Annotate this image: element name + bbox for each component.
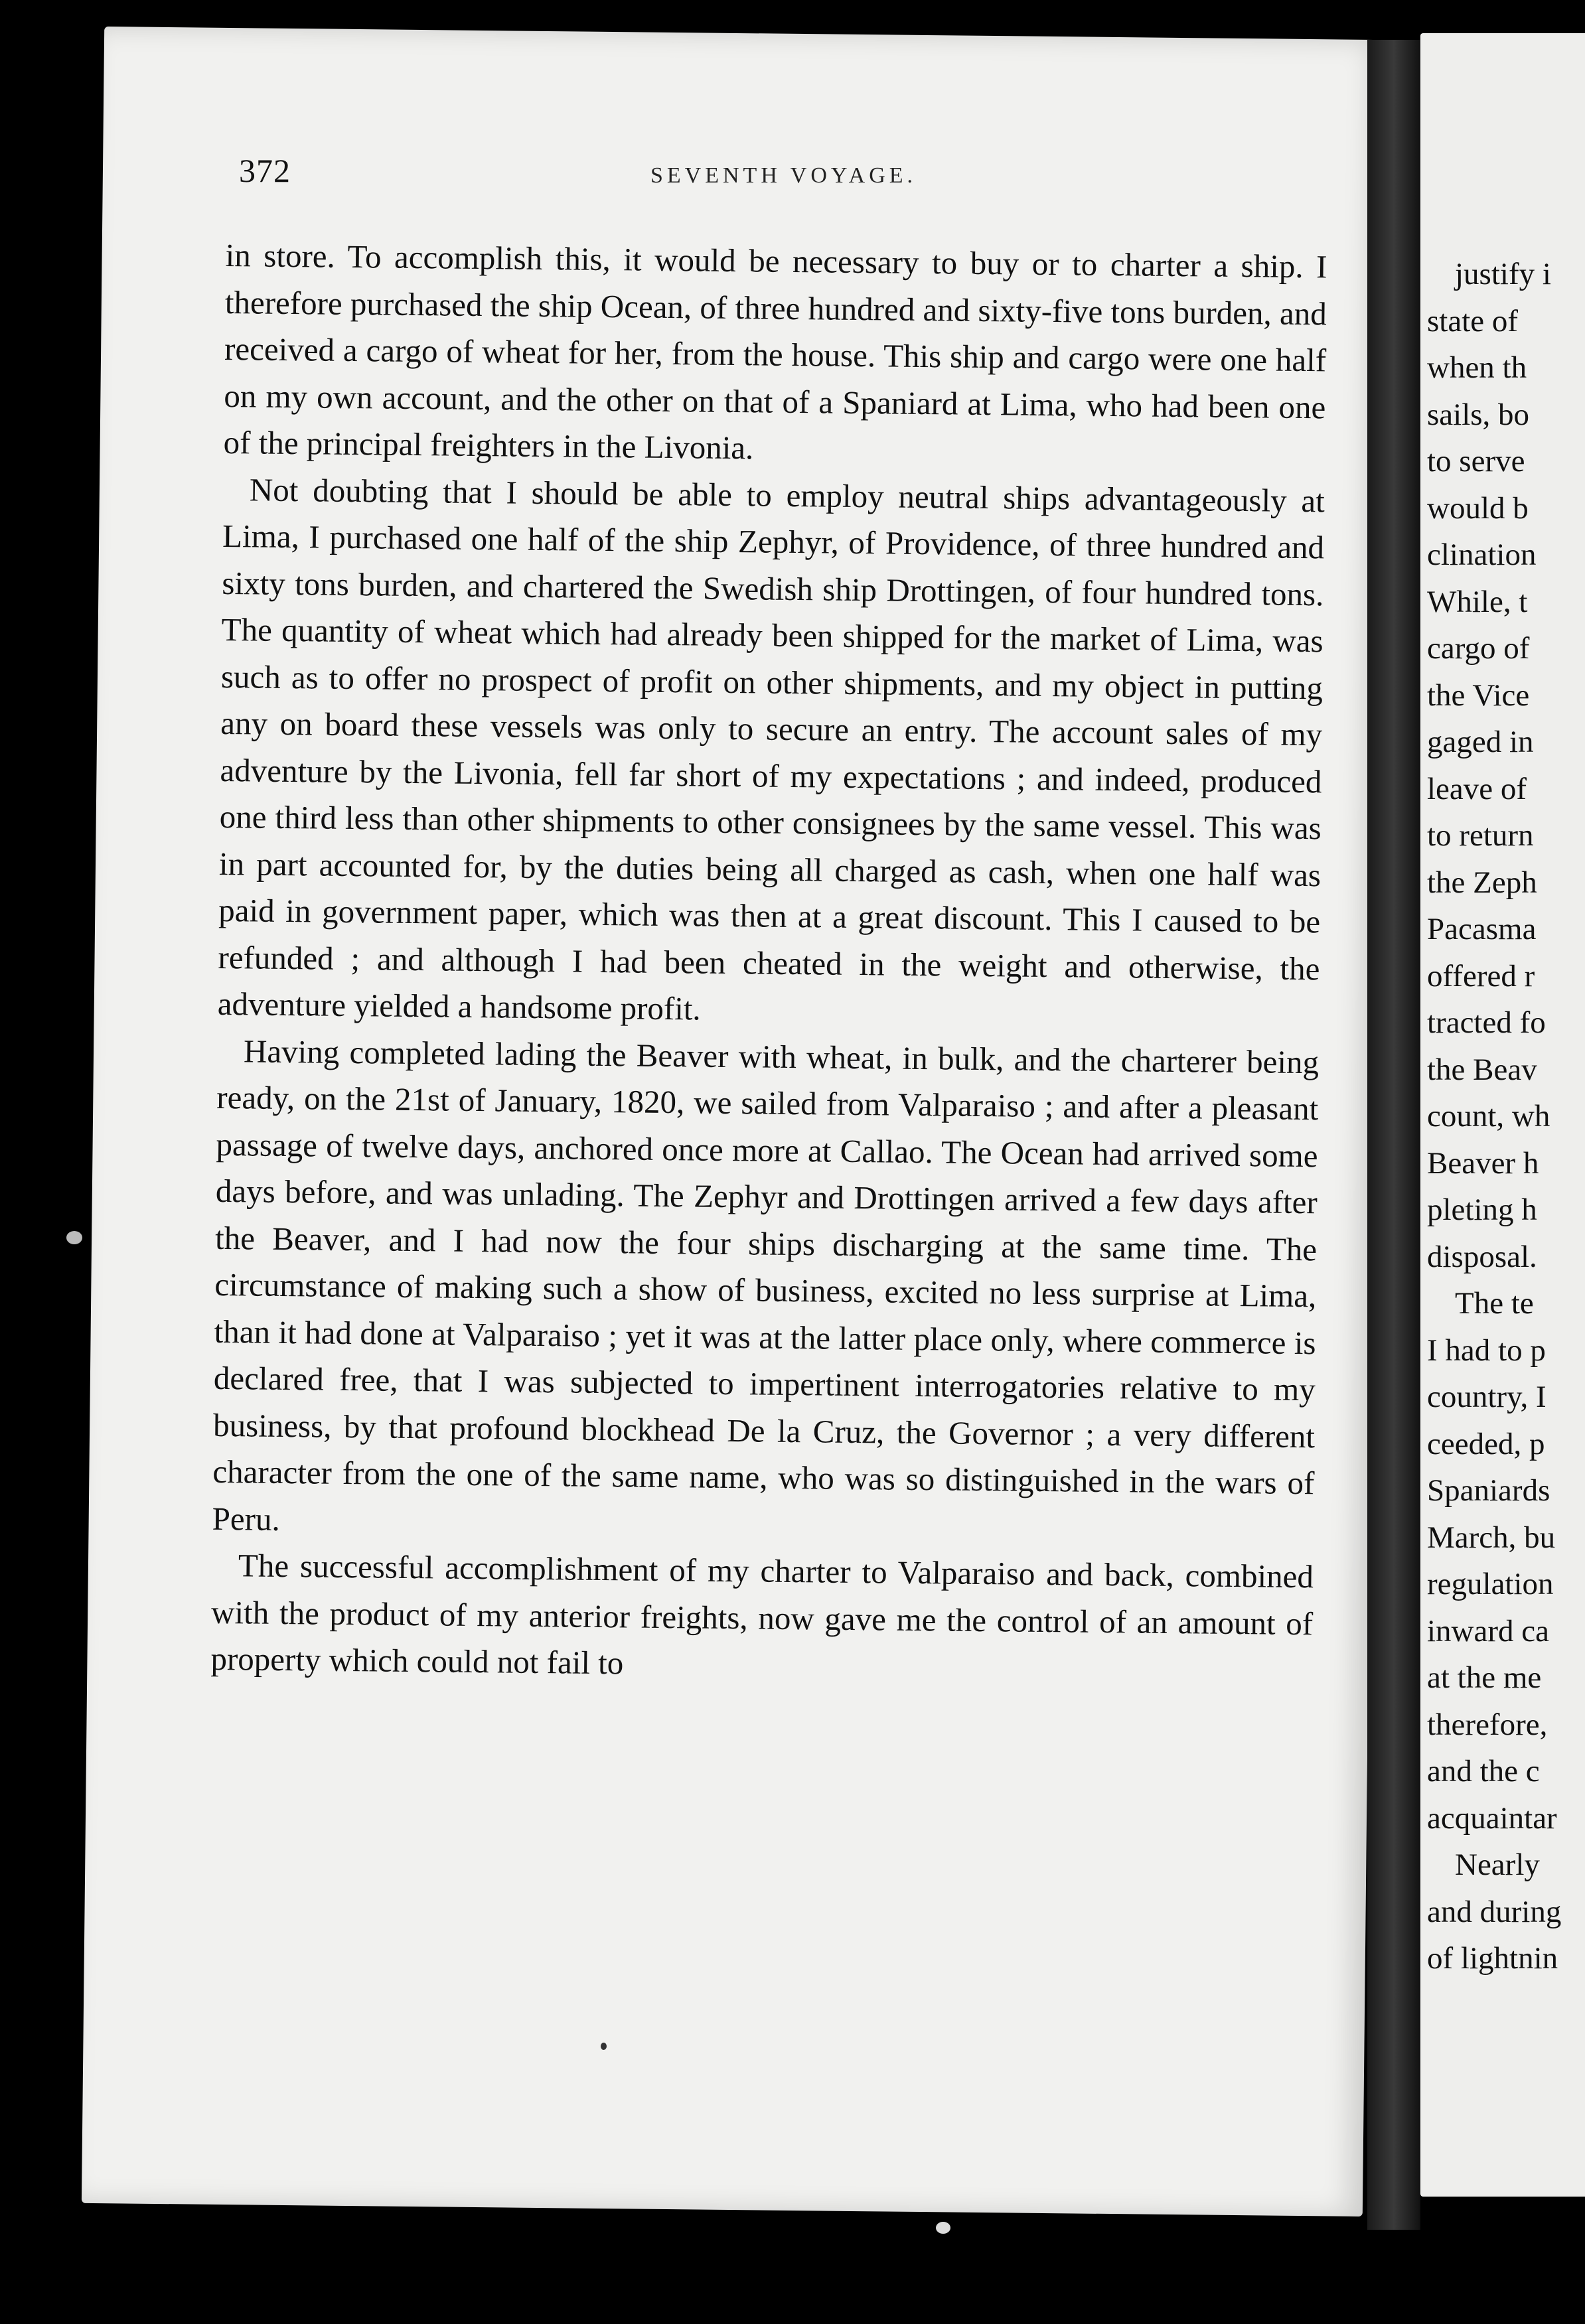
text-line: and during	[1427, 1894, 1562, 1929]
text-line: therefore,	[1427, 1707, 1548, 1742]
text-line: would b	[1427, 490, 1529, 526]
text-line: offered r	[1427, 958, 1535, 993]
scan-speck	[936, 2222, 950, 2234]
text-line: to serve	[1427, 444, 1525, 478]
text-line: pleting h	[1427, 1193, 1537, 1227]
text-line: I had to p	[1427, 1333, 1546, 1368]
text-line: March, bu	[1427, 1520, 1556, 1555]
text-line: Beaver h	[1427, 1145, 1539, 1181]
text-line: the Beav	[1427, 1052, 1537, 1087]
text-line: at the me	[1427, 1660, 1542, 1695]
scan-speck	[66, 1231, 82, 1244]
text-line: The te	[1455, 1286, 1534, 1321]
scan-speck	[601, 2043, 607, 2050]
text-line: Pacasma	[1427, 912, 1537, 946]
paragraph: Having completed lading the Beaver with wheat, in bulk, and the charterer being ready, on the 21st of January, 1820, we sailed from Valparaiso ; and after a pleasant passage of twelve days, anchored once more at Callao. The Ocean had arrived some days before, and was unlading. The Zephyr and Drottingen arrived a few days after the Beaver, and I had now the four ships discharging at the same time. The circumstance of making such a show of business, excited no less surprise at Lima, than it had done at Valparaiso ; yet it was at the latter place only, where commerce is declared free, that I was subjected to impertinent interrogatories relative to my business, by that profound blockhead De la Cruz, the Governor ; a very different character from the one of the same name, who was so distinguished in the wars of Peru.	[212, 1032, 1320, 1538]
text-line: when th	[1427, 350, 1527, 385]
text-line: of lightnin	[1427, 1941, 1558, 1976]
text-line: cargo of	[1427, 631, 1530, 666]
text-line: the Zeph	[1427, 865, 1537, 900]
page-header	[239, 151, 1301, 198]
text-line: disposal.	[1427, 1239, 1537, 1274]
text-line: Nearly	[1455, 1848, 1540, 1882]
text-line: tracted fo	[1427, 1005, 1546, 1040]
paragraph: Not doubting that I should be able to employ neutral ships advantageously at Lima, I purchased one half of the ship Zephyr, of Providence, of three hundred and sixty tons burden, and chartered the Swedish ship Drottingen, of four hundred tons. The quantity of wheat which had already been shipped for the market of Lima, was such as to offer no prospect of profit on other shipments, and my object in putting any on board these vessels was only to secure an entry. The account sales of my adventure by the Livonia, fell far short of my expectations ; and indeed, produced one third less than other shipments to other consignees by the same vessel. This was in part accounted for, by the duties being all charged as cash, when one half was paid in government paper, which was then at a great discount. This I caused to be refunded ; and although I had been cheated in the weight and otherwise, the adventure yielded a handsome profit.	[217, 471, 1325, 1027]
text-line: and the c	[1427, 1754, 1540, 1788]
text-line: leave of	[1427, 771, 1527, 806]
text-line: ceeded, p	[1427, 1426, 1545, 1461]
text-line: the Vice	[1427, 678, 1530, 713]
paragraph: The successful accomplishment of my charter to Valparaiso and back, combined with the product of my anterior freights, now gave me the control of an amount of property which could not fail to	[210, 1547, 1314, 1682]
text-line: sails, bo	[1427, 397, 1530, 432]
text-line: state of	[1427, 303, 1519, 338]
text-line: inward ca	[1427, 1613, 1549, 1648]
right-page-body	[1427, 251, 1585, 1982]
running-head: SEVENTH VOYAGE.	[650, 163, 917, 188]
text-line: justify i	[1455, 257, 1551, 291]
text-line: to return	[1427, 818, 1534, 853]
text-line: acquaintar	[1427, 1800, 1557, 1836]
left-page-body	[210, 232, 1327, 1694]
text-line: regulation	[1427, 1567, 1554, 1601]
book-gutter	[1367, 40, 1420, 2230]
page-number: 372	[239, 152, 291, 189]
text-line: While, t	[1427, 584, 1528, 619]
text-line: gaged in	[1427, 725, 1534, 759]
text-line: country, I	[1427, 1380, 1547, 1414]
text-line: clination	[1427, 538, 1537, 572]
text-line: count, wh	[1427, 1099, 1550, 1133]
text-line: Spaniards	[1427, 1473, 1550, 1508]
paragraph: in store. To accomplish this, it would be necessary to buy or to charter a ship. I therefore purchased the ship Ocean, of three hundred and sixty-five tons burden, and received a cargo of wheat for her, from the house. This ship and cargo were one half on my own account, and the other on that of a Spaniard at Lima, who had been one of the principal freighters in the Livonia.	[223, 236, 1327, 467]
